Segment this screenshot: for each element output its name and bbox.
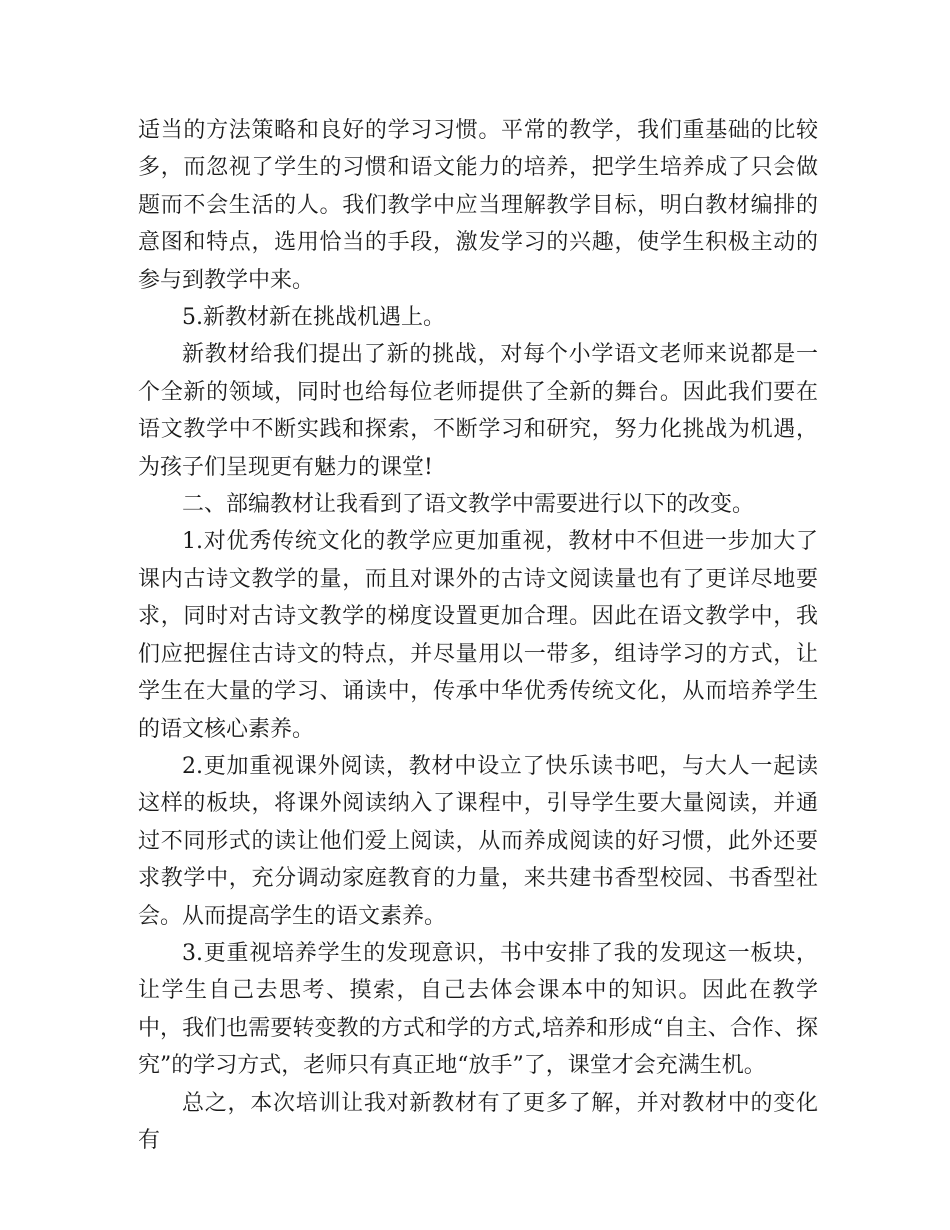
paragraph-continuation: 适当的方法策略和良好的学习习惯。平常的教学，我们重基础的比较多，而忽视了学生的习惯和语文能力的培养，把学生培养成了只会做题而不会生活的人。我们教学中应当理解教学目标，明白教材编排的意图和特点，选用恰当的手段，激发学习的兴趣，使学生积极主动的 参与到教学中来。 <box>138 118 818 293</box>
paragraph: 新教材给我们提出了新的挑战，对每个小学语文老师来说都是一个全新的领域，同时也给每位老师提供了全新的舞台。因此我们要在语文教学中不断实践和探索，不断学习和研究，努力化挑战为机遇，为孩子们呈现更有魅力的课堂! <box>138 342 818 480</box>
paragraph-summary: 总之，本次培训让我对新教材有了更多了解，并对教材中的变化有 <box>138 1090 818 1153</box>
list-item-1: 1.对优秀传统文化的教学应更加重视，教材中不但进一步加大了课内古诗文教学的量，而且对课外的古诗文阅读量也有了更详尽地要求，同时对古诗文教学的梯度设置更加合理。因此在语文教学中，我们应把握住古诗文的特点，并尽量用以一带多，组诗学习的方式，让学生在大量的学习、诵读中，传承中华优秀传统文化，从而培养学生的语文核心素养。 <box>138 529 818 742</box>
section-heading-5: 5.新教材新在挑战机遇上。 <box>182 305 445 331</box>
document-body <box>138 112 818 1159</box>
list-item-3: 3.更重视培养学生的发现意识，书中安排了我的发现这一板块，让学生自己去思考、摸索，自己去体会课本中的知识。因此在教学中，我们也需要转变教的方式和学的方式,培养和形成“自主、合作、探究”的学习方式，老师只有真正地“放手”了，课堂才会充满生机。 <box>138 940 818 1079</box>
list-item-2: 2.更加重视课外阅读，教材中设立了快乐读书吧，与大人一起读这样的板块，将课外阅读纳入了课程中，引导学生要大量阅读，并通过不同形式的读让他们爱上阅读，从而养成阅读的好习惯，此外还要求教学中，充分调动家庭教育的力量，来共建书香型校园、书香型社会。从而提高学生的语文素养。 <box>138 753 818 929</box>
section-heading-2: 二、部编教材让我看到了语文教学中需要进行以下的改变。 <box>182 492 755 518</box>
